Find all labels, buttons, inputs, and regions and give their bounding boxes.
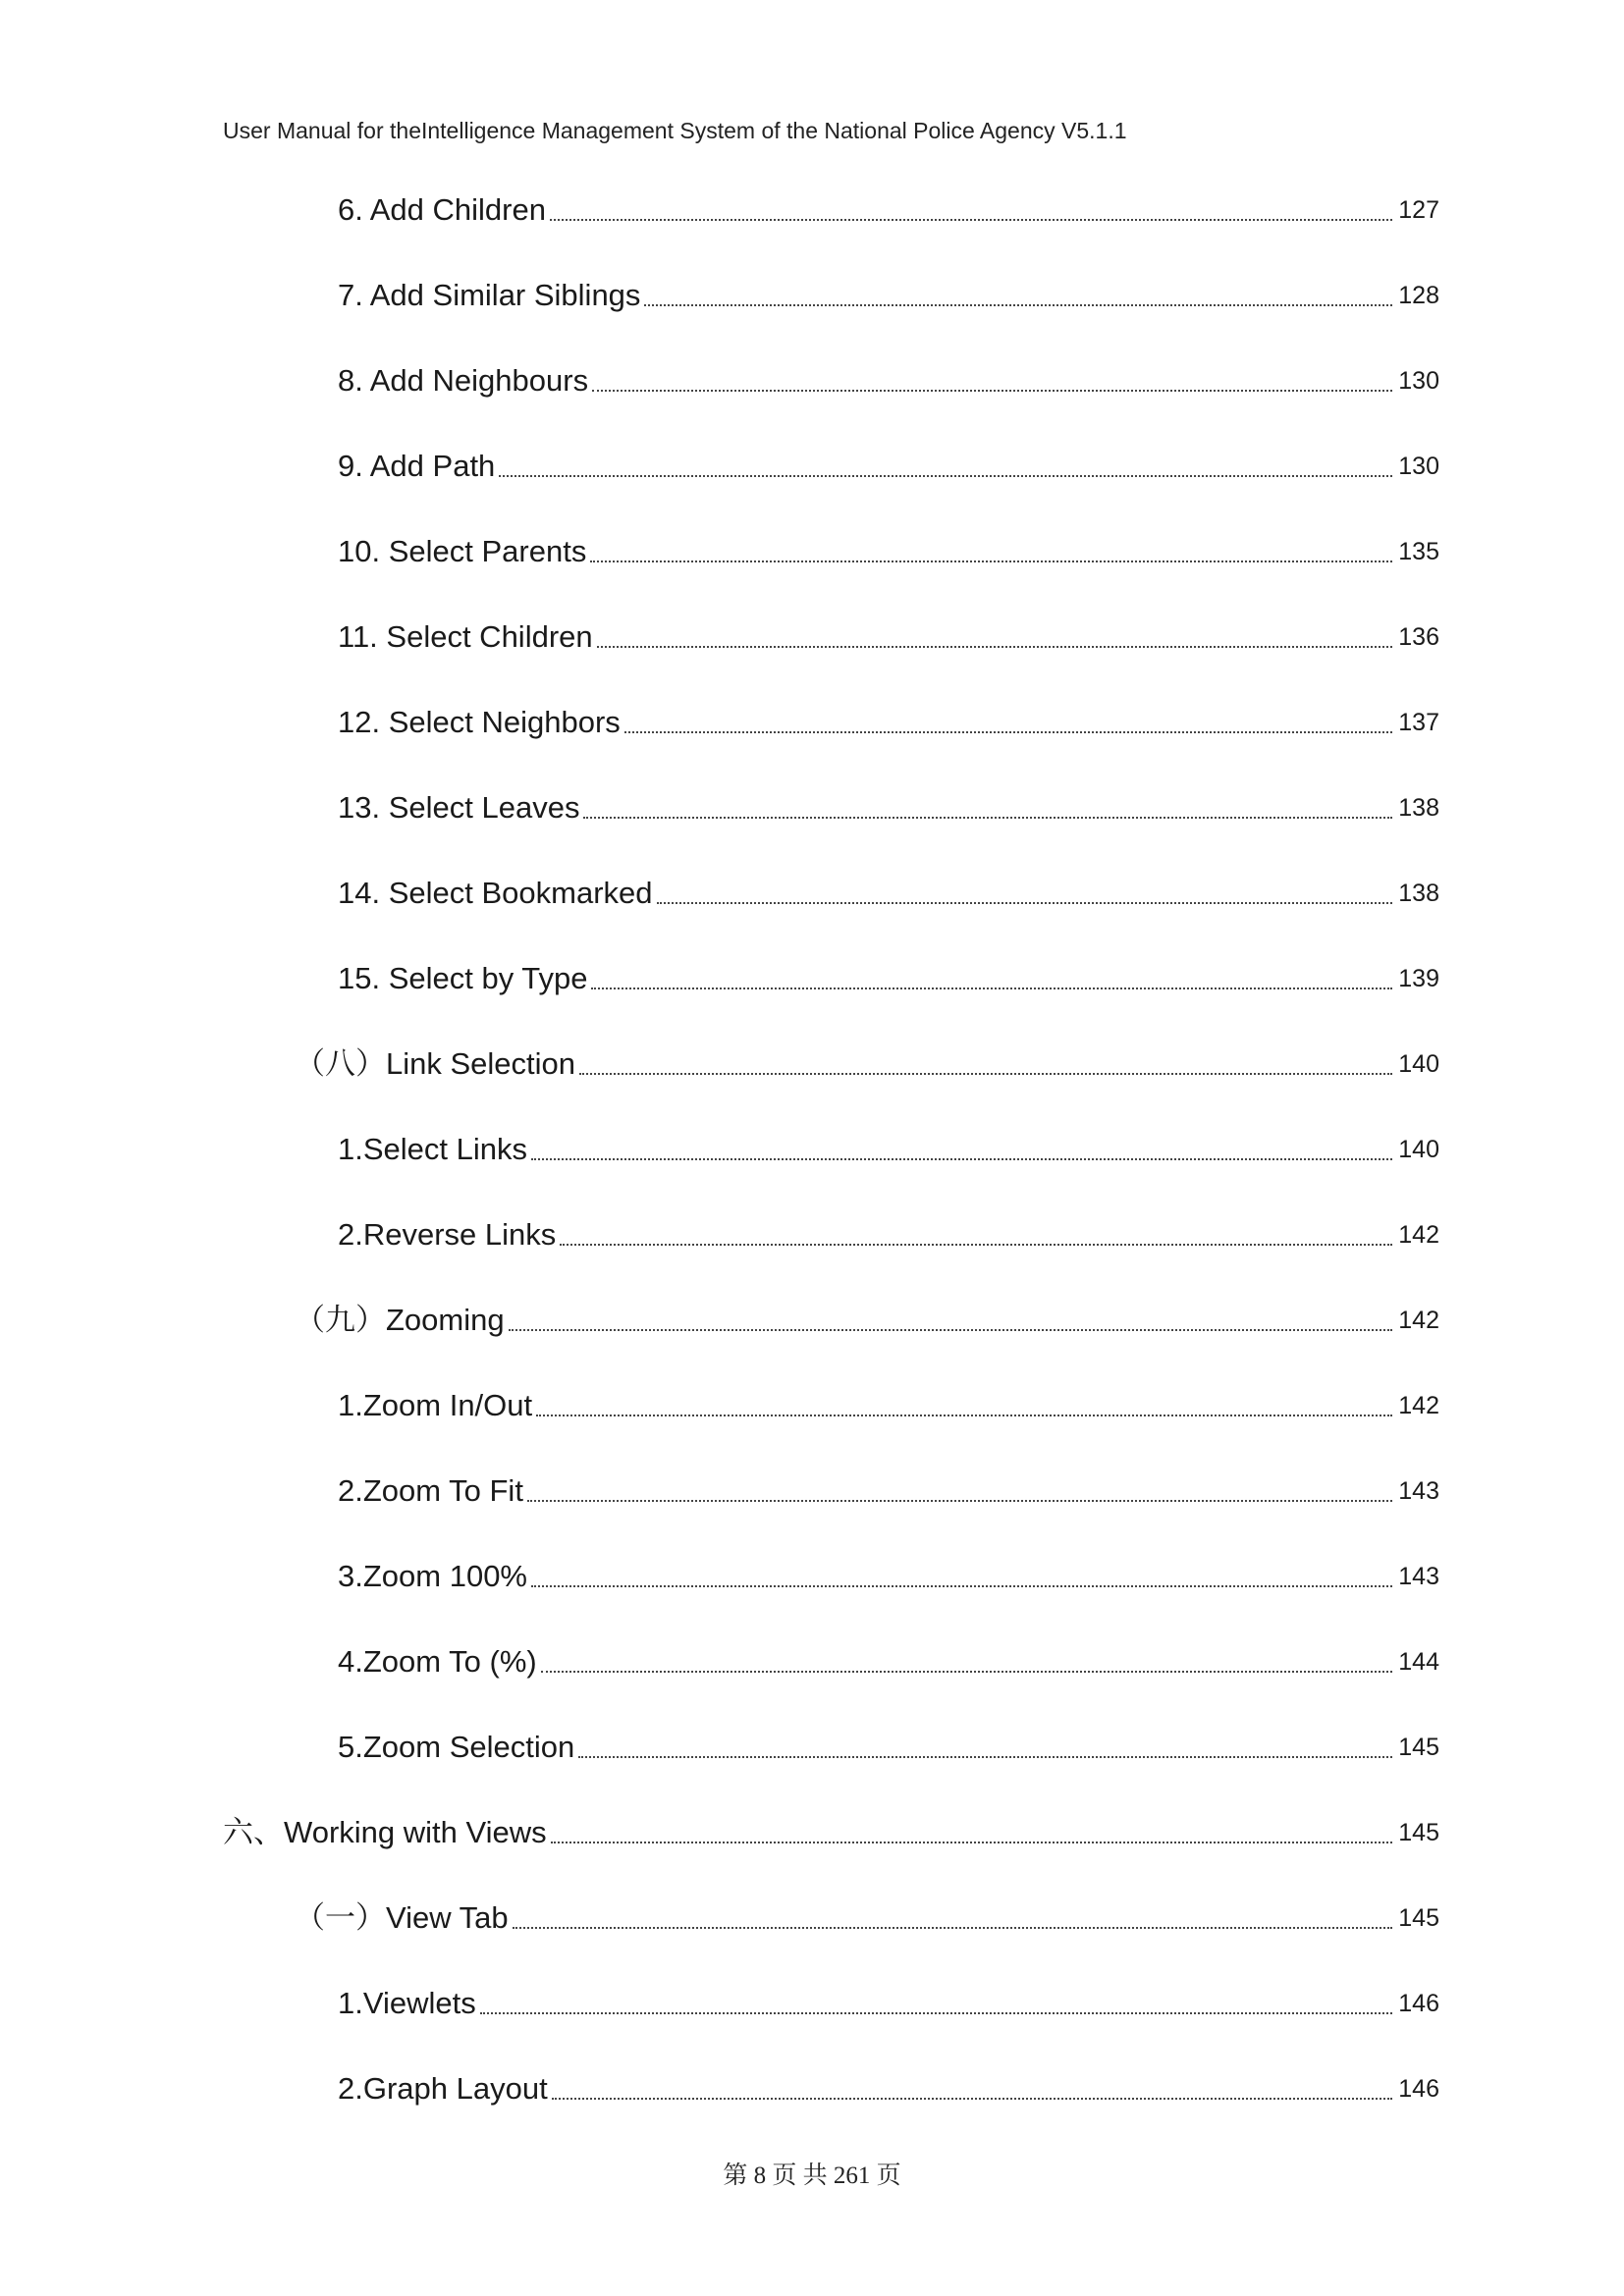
dot-leader bbox=[644, 304, 1392, 306]
toc-entry-page: 145 bbox=[1398, 1734, 1439, 1761]
toc-entry-label: 3.Zoom 100% bbox=[338, 1559, 527, 1593]
toc-entry[interactable] bbox=[338, 959, 1439, 998]
toc-entry[interactable] bbox=[338, 1386, 1439, 1425]
toc-entry[interactable] bbox=[223, 1813, 1439, 1852]
toc-entry[interactable] bbox=[338, 1471, 1439, 1511]
toc-entry[interactable] bbox=[338, 874, 1439, 913]
toc-entry-page: 130 bbox=[1398, 453, 1439, 480]
dot-leader bbox=[590, 561, 1392, 562]
dot-leader bbox=[591, 988, 1392, 989]
toc-entry-label: 15. Select by Type bbox=[338, 961, 588, 995]
toc-entry[interactable] bbox=[338, 190, 1439, 230]
dot-leader bbox=[597, 646, 1393, 648]
toc-entry-label: 12. Select Neighbors bbox=[338, 705, 621, 739]
dot-leader bbox=[657, 902, 1393, 904]
toc-entry-page: 139 bbox=[1398, 965, 1439, 992]
toc-entry[interactable] bbox=[338, 703, 1439, 742]
toc-entry-label: 8. Add Neighbours bbox=[338, 363, 589, 398]
toc-entry-page: 145 bbox=[1398, 1819, 1439, 1846]
toc-entry-page: 142 bbox=[1398, 1307, 1439, 1334]
toc-entry[interactable] bbox=[338, 532, 1439, 571]
dot-leader bbox=[551, 1842, 1393, 1843]
dot-leader bbox=[531, 1585, 1392, 1587]
toc-entry[interactable] bbox=[338, 361, 1439, 400]
toc-entry-label: 1.Zoom In/Out bbox=[338, 1388, 533, 1422]
toc-entry[interactable] bbox=[338, 1984, 1439, 2023]
dot-leader bbox=[499, 475, 1392, 477]
toc-entry-page: 145 bbox=[1398, 1904, 1439, 1932]
toc-entry-label: 13. Select Leaves bbox=[338, 790, 580, 825]
toc-entry-page: 138 bbox=[1398, 880, 1439, 907]
toc-entry[interactable] bbox=[338, 1728, 1439, 1767]
toc-entry[interactable] bbox=[338, 1557, 1439, 1596]
toc-entry-page: 143 bbox=[1398, 1477, 1439, 1505]
toc-entry[interactable] bbox=[338, 1642, 1439, 1682]
toc-entry[interactable] bbox=[338, 788, 1439, 828]
dot-leader bbox=[550, 219, 1392, 221]
dot-leader bbox=[480, 2012, 1393, 2014]
dot-leader bbox=[583, 817, 1392, 819]
toc-entry-label: 14. Select Bookmarked bbox=[338, 876, 653, 910]
toc-entry[interactable] bbox=[338, 276, 1439, 315]
toc-entry-label: 1.Viewlets bbox=[338, 1986, 476, 2020]
toc-entry[interactable] bbox=[338, 1215, 1439, 1255]
page-header: User Manual for theIntelligence Management System of the National Police Agency V5.1.1 bbox=[223, 118, 1127, 143]
toc-entry-label: 2.Graph Layout bbox=[338, 2071, 548, 2106]
toc-entry-page: 143 bbox=[1398, 1563, 1439, 1590]
toc-entry[interactable] bbox=[295, 1898, 1439, 1938]
dot-leader bbox=[536, 1415, 1392, 1416]
toc-entry-page: 138 bbox=[1398, 794, 1439, 822]
toc-entry-label: 2.Reverse Links bbox=[338, 1217, 557, 1252]
toc-entry-page: 146 bbox=[1398, 2075, 1439, 2103]
toc-entry-label: 六、Working with Views bbox=[223, 1815, 547, 1849]
toc-entry-page: 135 bbox=[1398, 538, 1439, 565]
toc-entry-label: 10. Select Parents bbox=[338, 534, 587, 568]
toc-entry-page: 127 bbox=[1398, 196, 1439, 224]
dot-leader bbox=[592, 390, 1392, 392]
toc-entry-page: 137 bbox=[1398, 709, 1439, 736]
toc-entry-label: 2.Zoom To Fit bbox=[338, 1473, 523, 1508]
toc-entry-label: 11. Select Children bbox=[338, 619, 593, 654]
toc-entry[interactable] bbox=[295, 1044, 1439, 1084]
toc-entry-page: 128 bbox=[1398, 282, 1439, 309]
dot-leader bbox=[509, 1329, 1393, 1331]
toc-entry-page: 140 bbox=[1398, 1136, 1439, 1163]
toc-entry-page: 142 bbox=[1398, 1392, 1439, 1419]
toc-entry-page: 136 bbox=[1398, 623, 1439, 651]
toc-entry[interactable] bbox=[338, 617, 1439, 657]
toc-entry-label: 9. Add Path bbox=[338, 449, 496, 483]
dot-leader bbox=[552, 2098, 1393, 2100]
dot-leader bbox=[624, 731, 1393, 733]
toc-entry[interactable] bbox=[338, 1130, 1439, 1169]
dot-leader bbox=[579, 1073, 1392, 1075]
toc-entry-page: 140 bbox=[1398, 1050, 1439, 1078]
toc-entry-label: 6. Add Children bbox=[338, 192, 546, 227]
toc-entry-page: 144 bbox=[1398, 1648, 1439, 1676]
toc-entry-page: 142 bbox=[1398, 1221, 1439, 1249]
toc-entry-label: 5.Zoom Selection bbox=[338, 1730, 575, 1764]
toc-entry[interactable] bbox=[295, 1301, 1439, 1340]
toc-entry[interactable] bbox=[338, 447, 1439, 486]
toc-entry-label: 1.Select Links bbox=[338, 1132, 527, 1166]
page-footer: 第 8 页 共 261 页 bbox=[723, 2163, 901, 2189]
toc-entry-label: （一）View Tab bbox=[295, 1900, 509, 1935]
toc-entry-label: 4.Zoom To (%) bbox=[338, 1644, 537, 1679]
dot-leader bbox=[560, 1244, 1392, 1246]
toc-entry-page: 146 bbox=[1398, 1990, 1439, 2017]
toc-entry-label: 7. Add Similar Siblings bbox=[338, 278, 641, 312]
dot-leader bbox=[541, 1671, 1393, 1673]
dot-leader bbox=[513, 1927, 1393, 1929]
dot-leader bbox=[531, 1158, 1392, 1160]
dot-leader bbox=[527, 1500, 1392, 1502]
toc-entry[interactable] bbox=[338, 2069, 1439, 2109]
toc-entry-label: （八）Link Selection bbox=[295, 1046, 576, 1081]
toc-entry-label: （九）Zooming bbox=[295, 1303, 505, 1337]
toc-entry-page: 130 bbox=[1398, 367, 1439, 395]
dot-leader bbox=[578, 1756, 1392, 1758]
